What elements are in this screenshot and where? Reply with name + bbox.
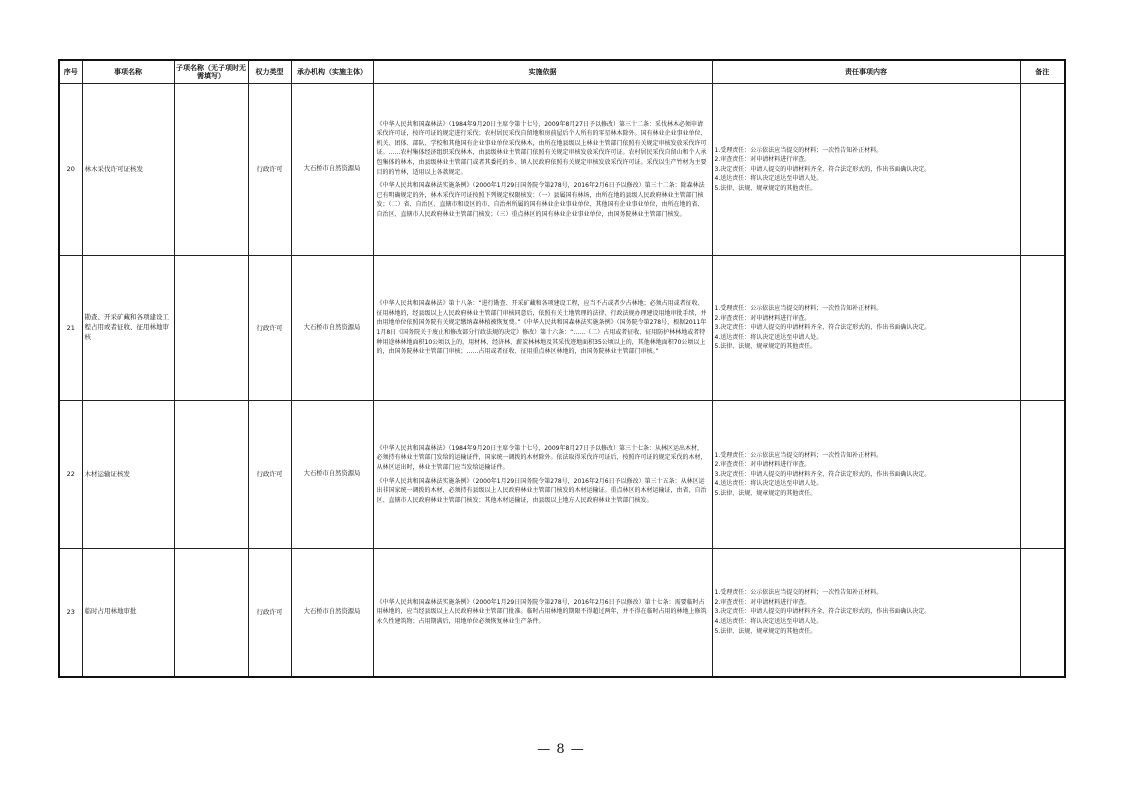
cell-name: 木材运输证核发 bbox=[82, 401, 174, 549]
cell-resp bbox=[712, 84, 1020, 256]
header-basis: 实施依据 bbox=[373, 60, 712, 84]
cell-remark bbox=[1020, 401, 1065, 549]
resp-line: 4.送达责任：将认决定送达至申请人处。 bbox=[714, 480, 823, 488]
cell-sub-name bbox=[174, 256, 248, 401]
resp-line: 3.决定责任：申请人提交的申请材料齐全、符合法定形式的，作出书面确认决定。 bbox=[714, 165, 931, 173]
table-row bbox=[59, 401, 1065, 549]
basis-paragraph: 《中华人民共和国森林法实施条例》（2000年1月29日国务院令第278号，2016年2月6日予以修改）第十七条：需要临时占用林地的，应当经县级以上人民政府林业主管部门批准。临时占用林地的期限不得超过两年，并不得在临时占用的林地上修筑永久性建筑物；占用期满后，用地单位必须恢复林业生产条件。 bbox=[376, 598, 707, 626]
cell-org: 大石桥市自然资源局 bbox=[291, 84, 373, 256]
cell-name: 林木采伐许可证核发 bbox=[82, 84, 174, 256]
cell-resp bbox=[712, 549, 1020, 677]
cell-remark bbox=[1020, 84, 1065, 256]
resp-line: 2.审查责任：对申请材料进行审查。 bbox=[714, 461, 811, 469]
resp-line: 5.法律、法规、规章规定的其他责任。 bbox=[714, 489, 817, 497]
cell-org: 大石桥市自然资源局 bbox=[291, 549, 373, 677]
header-org: 承办机构（实施主体） bbox=[291, 60, 373, 84]
resp-line: 2.审查责任：对申请材料进行审查。 bbox=[714, 314, 811, 322]
basis-paragraph: 《中华人民共和国森林法实施条例》（2000年1月29日国务院令第278号，2016年2月6日予以修改）第三十二条：除森林法已有明确规定的外，林木采伐许可证按照下列规定权限核发：（一）县属国有林场，由所在地的县级人民政府林业主管部门核发；（二）省、自治区、直辖市和设区的市、自治州所属的国有林业企业事业单位、其他国有企业事业单位，由所在地的省、自治区、直辖市人民政府林业主管部门核发；（三）重点林区的国有林业企业事业单位，由国务院林业主管部门核发。 bbox=[376, 182, 705, 218]
cell-basis bbox=[373, 84, 712, 256]
cell-basis bbox=[373, 256, 712, 401]
resp-line: 1.受理责任：公示依法应当提交的材料；一次性告知补正材料。 bbox=[714, 305, 883, 313]
header-remark: 备注 bbox=[1020, 60, 1065, 84]
resp-line: 5.法律、法规、规章规定的其他责任。 bbox=[714, 184, 817, 192]
table-header-row bbox=[59, 60, 1065, 84]
resp-line: 4.送达责任：将认决定送达至申请人处。 bbox=[714, 618, 823, 626]
resp-line: 3.决定责任：申请人提交的申请材料齐全、符合法定形式的，作出书面确认决定。 bbox=[714, 608, 931, 616]
cell-seq: 23 bbox=[59, 549, 82, 677]
cell-resp bbox=[712, 401, 1020, 549]
resp-line: 2.审查责任：对申请材料进行审查。 bbox=[714, 156, 811, 164]
cell-name: 勘查、开采矿藏和各项建设工程占用或者征收、征用林地审核 bbox=[82, 256, 174, 401]
cell-power-type: 行政许可 bbox=[248, 84, 291, 256]
table-row bbox=[59, 256, 1065, 401]
page-number: — 8 — bbox=[537, 742, 585, 757]
cell-org: 大石桥市自然资源局 bbox=[291, 256, 373, 401]
table-row bbox=[59, 84, 1065, 256]
cell-power-type: 行政许可 bbox=[248, 549, 291, 677]
cell-power-type: 行政许可 bbox=[248, 401, 291, 549]
cell-seq: 21 bbox=[59, 256, 82, 401]
resp-line: 1.受理责任：公示依法应当提交的材料；一次性告知补正材料。 bbox=[714, 146, 883, 154]
header-sub-name: 子项名称（无子项时无需填写） bbox=[174, 60, 248, 84]
header-name: 事项名称 bbox=[82, 60, 174, 84]
cell-sub-name bbox=[174, 401, 248, 549]
resp-line: 3.决定责任：申请人提交的申请材料齐全、符合法定形式的，作出书面确认决定。 bbox=[714, 470, 931, 478]
header-power-type: 权力类型 bbox=[248, 60, 291, 84]
cell-remark bbox=[1020, 256, 1065, 401]
cell-basis bbox=[373, 401, 712, 549]
cell-resp bbox=[712, 256, 1020, 401]
cell-seq: 22 bbox=[59, 401, 82, 549]
cell-basis bbox=[373, 549, 712, 677]
cell-name: 临时占用林地审批 bbox=[82, 549, 174, 677]
basis-paragraph: 《中华人民共和国森林法》（1984年9月20日主席令第十七号，2009年8月27日予以修改）第三十七条：从林区运出木材，必须持有林业主管部门发给的运输证件，国家统一调拨的木材除外。依法取得采伐许可证后，按照许可证的规定采伐的木材，从林区运出时，林业主管部门应当发给运输证件。 bbox=[376, 444, 707, 471]
basis-paragraph: 《中华人民共和国森林法》第十八条：“进行勘查、开采矿藏和各项建设工程，应当不占或者少占林地；必须占用或者征收、征用林地的，经县级以上人民政府林业主管部门审核同意后，依照有关土地管理的法律、行政法规办理建设用地审批手续，并由用地单位依照国务院有关规定缴纳森林植被恢复费。”《中华人民共和国森林法实施条例》（国务院令第278号，根据2011年1月8日《国务院关于废止和修改部分行政法规的决定》修改）第十六条：“……（二）占用或者征收、征用防护林林地或者特种用途林林地面积10公顷以上的，用材林、经济林、薪炭林林地及其采伐迹地面积35公顷以上的，其他林地面积70公顷以上的，由国务院林业主管部门审核；……占用或者征收、征用重点林区林地的，由国务院林业主管部门审核。” bbox=[376, 300, 707, 356]
authority-table-container bbox=[58, 59, 1064, 678]
resp-line: 2.审查责任：对申请材料进行审查。 bbox=[714, 598, 811, 606]
cell-remark bbox=[1020, 549, 1065, 677]
cell-org: 大石桥市自然资源局 bbox=[291, 401, 373, 549]
basis-paragraph: 《中华人民共和国森林法》（1984年9月20日主席令第十七号，2009年8月27日予以修改）第三十二条：采伐林木必须申请采伐许可证，按许可证的规定进行采伐；农村居民采伐自留地和房前屋后个人所有的零星林木除外。国有林业企业事业单位、机关、团体、部队、学校和其他国有企业事业单位采伐林木，由所在地县级以上林业主管部门依照有关规定审核发放采伐许可证。……农村集体经济组织采伐林木，由县级林业主管部门依照有关规定审核发放采伐许可证。农村居民采伐自留山和个人承包集体的林木，由县级林业主管部门或者其委托的乡、镇人民政府依照有关规定审核发放采伐许可证。采伐以生产竹材为主要目的的竹林，适用以上各款规定。 bbox=[376, 120, 707, 176]
resp-line: 1.受理责任：公示依法应当提交的材料；一次性告知补正材料。 bbox=[714, 589, 883, 597]
authority-table bbox=[58, 59, 1066, 678]
table-row bbox=[59, 549, 1065, 677]
header-seq: 序号 bbox=[59, 60, 82, 84]
resp-line: 1.受理责任：公示依法应当提交的材料；一次性告知补正材料。 bbox=[714, 451, 883, 459]
cell-power-type: 行政许可 bbox=[248, 256, 291, 401]
resp-line: 4.送达责任：将认决定送达至申请人处。 bbox=[714, 175, 823, 183]
resp-line: 3.决定责任：申请人提交的申请材料齐全、符合法定形式的，作出书面确认决定。 bbox=[714, 324, 931, 332]
resp-line: 5.法律、法规、规章规定的其他责任。 bbox=[714, 627, 817, 635]
cell-seq: 20 bbox=[59, 84, 82, 256]
resp-line: 4.送达责任：将认决定送达至申请人处。 bbox=[714, 333, 823, 341]
resp-line: 5.法律、法规、规章规定的其他责任。 bbox=[714, 343, 817, 351]
basis-paragraph: 《中华人民共和国森林法实施条例》（2000年1月29日国务院令第278号，2016年2月6日予以修改）第三十五条：从林区运出非国家统一调拨的木材，必须持有县级以上人民政府林业主管部门核发的木材运输证。重点林区的木材运输证，由省、自治区、直辖市人民政府林业主管部门核发；其他木材运输证，由县级以上地方人民政府林业主管部门核发。 bbox=[376, 477, 707, 504]
cell-sub-name bbox=[174, 549, 248, 677]
header-resp: 责任事项内容 bbox=[712, 60, 1020, 84]
cell-sub-name bbox=[174, 84, 248, 256]
